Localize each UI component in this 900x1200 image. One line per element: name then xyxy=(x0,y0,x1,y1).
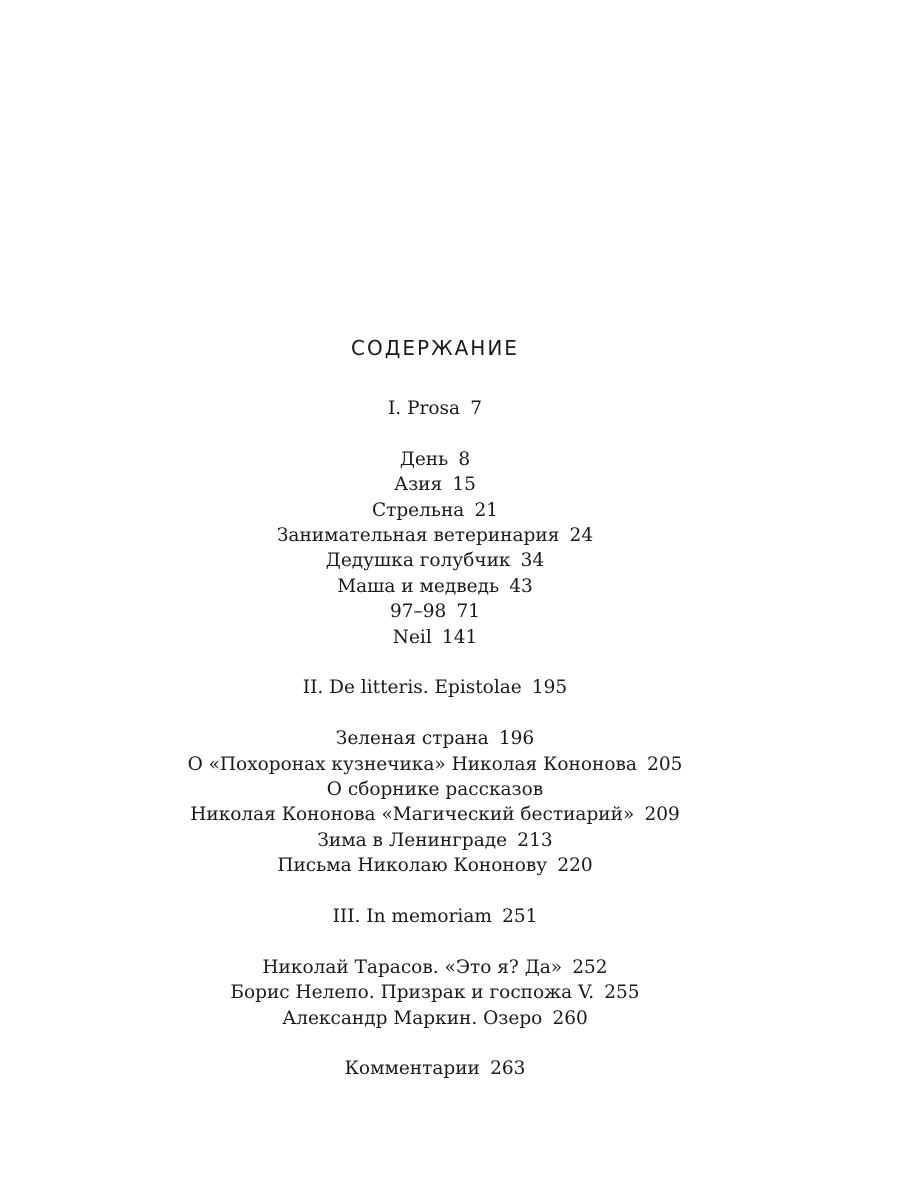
toc-section-heading[interactable] xyxy=(0,675,870,700)
toc-entry-label: Зима в Ленинграде xyxy=(317,829,508,851)
toc-entry-label: Дедушка голубчик xyxy=(325,550,511,572)
table-of-contents xyxy=(0,396,870,1082)
toc-entry[interactable] xyxy=(0,980,870,1005)
toc-page-number: 43 xyxy=(509,575,533,597)
toc-entry[interactable] xyxy=(0,447,870,472)
toc-entry-label: Комментарии xyxy=(344,1058,480,1080)
toc-page-number: 24 xyxy=(569,525,594,547)
toc-page-number: 213 xyxy=(517,829,553,851)
toc-entry[interactable] xyxy=(0,498,870,523)
toc-spacer xyxy=(0,929,870,954)
toc-page-number: 7 xyxy=(470,398,482,419)
toc-page-number: 34 xyxy=(520,550,545,572)
toc-entry[interactable] xyxy=(0,828,870,853)
toc-page-number: 196 xyxy=(498,728,535,750)
toc-entry[interactable] xyxy=(0,523,870,548)
toc-entry[interactable] xyxy=(0,777,870,802)
toc-page-number: 141 xyxy=(441,626,478,648)
toc-page-number: 8 xyxy=(458,448,471,470)
toc-page-number: 15 xyxy=(452,474,476,496)
toc-page-number: 71 xyxy=(456,601,481,623)
toc-entry[interactable] xyxy=(0,1006,870,1031)
toc-entry-label: Николай Тарасов. «Это я? Да» xyxy=(262,956,563,978)
toc-page-number: 209 xyxy=(644,804,680,826)
toc-entry-label: II. De litteris. Epistolae xyxy=(302,677,522,699)
toc-entry-label: Борис Нелепо. Призрак и госпожа V. xyxy=(230,982,595,1004)
toc-entry-label: Письма Николаю Кононову xyxy=(277,855,548,877)
toc-entry[interactable] xyxy=(0,548,870,573)
toc-page-number: 252 xyxy=(572,956,608,978)
toc-entry[interactable] xyxy=(0,853,870,878)
toc-section-heading[interactable] xyxy=(0,1056,870,1081)
toc-entry-label: Азия xyxy=(394,474,443,496)
toc-page-number: 205 xyxy=(647,753,683,775)
toc-entry-label: О сборнике рассказов xyxy=(326,779,544,801)
toc-entry-label: Николая Кононова «Магический бестиарий» xyxy=(190,804,635,826)
toc-entry[interactable] xyxy=(0,574,870,599)
toc-entry-label: Neil xyxy=(392,626,432,648)
toc-entry[interactable] xyxy=(0,599,870,624)
toc-entry-label: День xyxy=(399,448,449,470)
toc-entry[interactable] xyxy=(0,472,870,497)
toc-spacer xyxy=(0,421,870,446)
toc-page-number: 21 xyxy=(474,499,499,521)
toc-page-number: 255 xyxy=(604,982,640,1004)
toc-entry[interactable] xyxy=(0,752,870,777)
toc-spacer xyxy=(0,701,870,726)
toc-entry[interactable] xyxy=(0,726,870,751)
toc-entry-label: Маша и медведь xyxy=(337,575,500,597)
toc-entry-label: I. Prosa xyxy=(388,398,461,419)
toc-spacer xyxy=(0,650,870,675)
toc-spacer xyxy=(0,879,870,904)
toc-page-number: 195 xyxy=(531,677,568,699)
toc-entry-label: Александр Маркин. Озеро xyxy=(282,1007,543,1029)
toc-entry-label: Зеленая страна xyxy=(335,728,489,750)
toc-entry-label: 97–98 xyxy=(389,601,447,623)
toc-entry[interactable] xyxy=(0,625,870,650)
toc-entry[interactable] xyxy=(0,955,870,980)
toc-entry-label: О «Похоронах кузнечика» Николая Кононова xyxy=(187,753,637,775)
toc-entry-label: Стрельна xyxy=(371,499,465,521)
toc-section-heading[interactable] xyxy=(0,904,870,929)
toc-spacer xyxy=(0,1031,870,1056)
toc-entry-label: Занимательная ветеринария xyxy=(276,525,560,547)
toc-page-number: 263 xyxy=(490,1058,526,1080)
toc-entry-label: III. In memoriam xyxy=(332,906,492,928)
toc-page-number: 220 xyxy=(557,855,593,877)
toc-entry[interactable] xyxy=(0,802,870,827)
toc-title: СОДЕРЖАНИЕ xyxy=(351,336,519,360)
toc-page-number: 251 xyxy=(502,906,538,928)
toc-page-number: 260 xyxy=(552,1007,588,1029)
toc-section-heading[interactable] xyxy=(0,396,870,421)
